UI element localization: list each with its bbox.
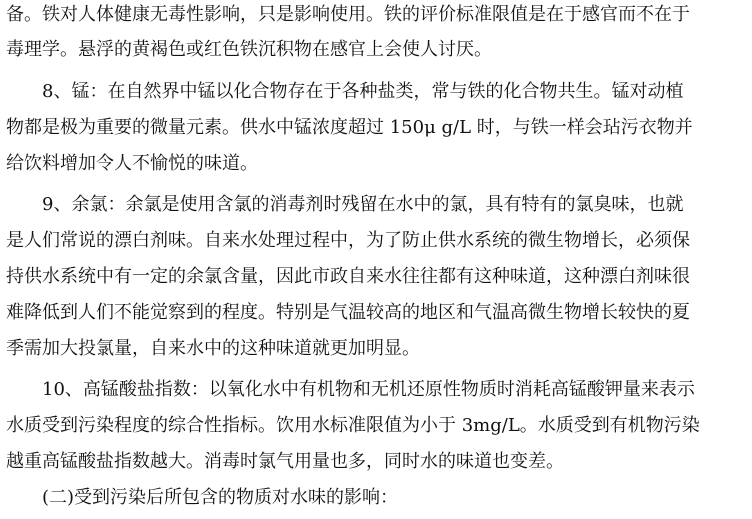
text-line-2: 毒理学。悬浮的黄褐色或红色铁沉积物在感官上会使人讨厌。 (6, 39, 492, 60)
text-line-5: 给饮料增加令人不愉悦的味道。 (6, 153, 258, 174)
text-line-13: 越重高锰酸盐指数越大。消毒时氯气用量也多，同时水的味道也变差。 (6, 451, 564, 472)
text-line-3: 8、锰：在自然界中锰以化合物存在于各种盐类，常与铁的化合物共生。锰对动植 (42, 81, 684, 102)
text-line-7: 是人们常说的漂白剂味。自来水处理过程中，为了防止供水系统的微生物增长，必须保 (6, 230, 690, 251)
text-line-11: 10、高锰酸盐指数：以氧化水中有机物和无机还原性物质时消耗高锰酸钾量来表示 (42, 379, 695, 400)
text-line-9: 难降低到人们不能觉察到的程度。特别是气温较高的地区和气温高微生物增长较快的夏 (6, 302, 690, 323)
text-line-8: 持供水系统中有一定的余氯含量，因此市政自来水往往都有这种味道，这种漂白剂味很 (6, 266, 690, 287)
text-line-4: 物都是极为重要的微量元素。供水中锰浓度超过 150μ g/L 时，与铁一样会玷污衣物并 (6, 117, 693, 138)
text-line-6: 9、余氯：余氯是使用含氯的消毒剂时残留在水中的氯，具有特有的氯臭味，也就 (42, 194, 684, 215)
text-line-14: (二)受到污染后所包含的物质对水味的影响： (42, 487, 399, 508)
text-line-12: 水质受到污染程度的综合性指标。饮用水标准限值为小于 3mg/L。水质受到有机物污染 (6, 415, 700, 436)
text-line-10: 季需加大投氯量，自来水中的这种味道就更加明显。 (6, 338, 420, 359)
text-line-1: 备。铁对人体健康无毒性影响，只是影响使用。铁的评价标准限值是在于感官而不在于 (6, 4, 690, 25)
